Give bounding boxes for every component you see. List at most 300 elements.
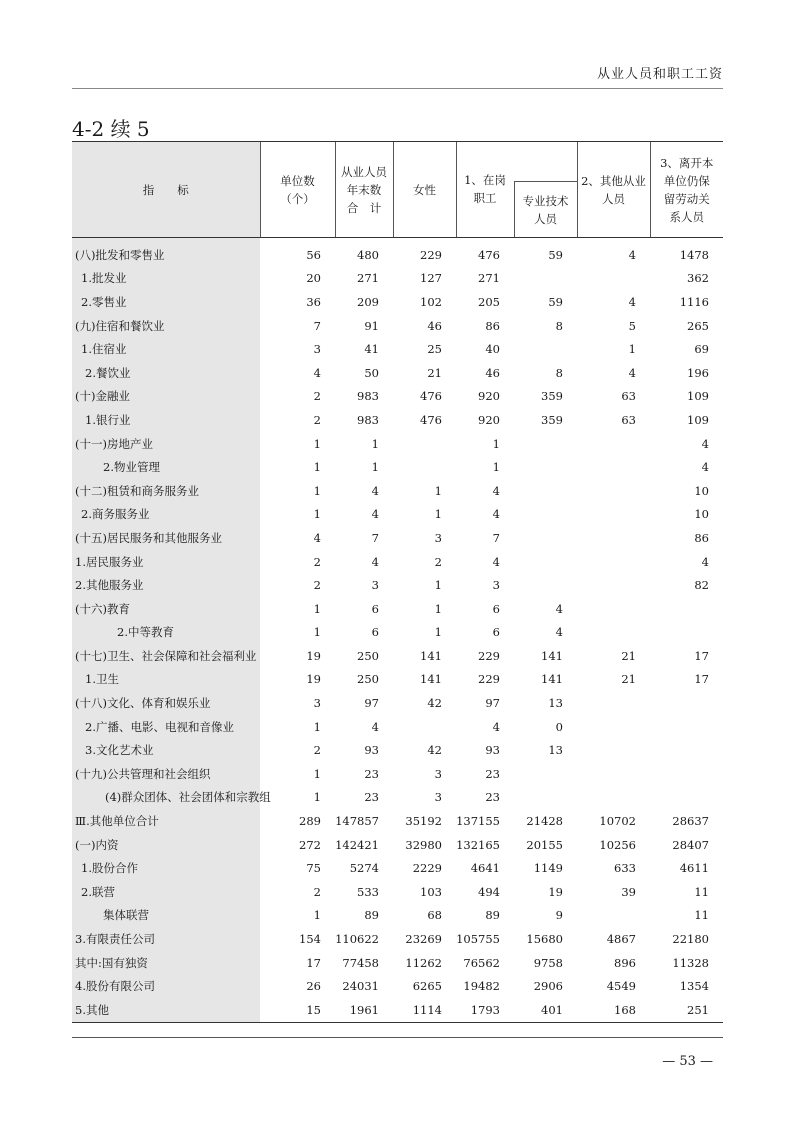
cell-other: 10256 (599, 837, 636, 852)
cell-female: 476 (420, 389, 442, 404)
cell-female: 35192 (405, 814, 442, 829)
cell-technical (514, 786, 577, 810)
cell-units: 2 (313, 743, 321, 758)
cell-technical: 359 (541, 389, 563, 404)
row-label: 2.联营 (72, 880, 260, 904)
cell-technical: 8 (555, 318, 563, 333)
cell-technical (514, 337, 577, 361)
cell-on-post: 6 (492, 625, 500, 640)
cell-units: 154 (299, 932, 321, 947)
cell-other: 21 (621, 672, 636, 687)
table-row (72, 974, 723, 998)
cell-retained: 11328 (672, 955, 709, 970)
row-label: 2.广播、电影、电视和音像业 (72, 715, 260, 739)
cell-on-post: 4641 (470, 861, 500, 876)
cell-female: 68 (427, 908, 442, 923)
cell-total: 147857 (335, 814, 379, 829)
cell-on-post: 46 (485, 365, 500, 380)
cell-on-post: 229 (478, 648, 500, 663)
row-label: (八)批发和零售业 (72, 238, 260, 267)
table-body (72, 238, 723, 1023)
cell-on-post: 920 (478, 389, 500, 404)
cell-on-post: 23 (485, 790, 500, 805)
cell-other: 39 (621, 884, 636, 899)
cell-total: 7 (371, 530, 379, 545)
cell-retained (650, 621, 723, 645)
row-label: 2.物业管理 (72, 455, 260, 479)
cell-technical: 401 (514, 998, 577, 1022)
cell-total: 24031 (342, 979, 379, 994)
cell-on-post: 76562 (463, 955, 500, 970)
cell-technical: 359 (541, 412, 563, 427)
row-label: 4.股份有限公司 (72, 974, 260, 998)
cell-retained: 11 (694, 908, 709, 923)
cell-on-post: 494 (478, 884, 500, 899)
cell-female: 1 (434, 507, 442, 522)
table-row (72, 904, 723, 928)
cell-female (393, 715, 456, 739)
cell-units: 1 (313, 719, 321, 734)
cell-units: 1 (313, 766, 321, 781)
table-row (72, 526, 723, 550)
cell-technical: 2906 (533, 979, 563, 994)
row-label: (十)金融业 (72, 385, 260, 409)
statistics-table (72, 141, 723, 1023)
cell-retained: 10 (694, 483, 709, 498)
cell-female: 141 (420, 648, 442, 663)
cell-technical (514, 267, 577, 291)
cell-other (577, 715, 650, 739)
cell-total: 1 (371, 460, 379, 475)
row-label: 2.其他服务业 (72, 573, 260, 597)
cell-total: 77458 (342, 955, 379, 970)
table-row (72, 809, 723, 833)
cell-female (393, 432, 456, 456)
cell-female: 3 (434, 790, 442, 805)
cell-units: 36 (306, 294, 321, 309)
row-label: 集体联营 (72, 904, 260, 928)
cell-technical: 13 (548, 743, 563, 758)
cell-technical (514, 455, 577, 479)
cell-other (577, 267, 650, 291)
cell-other (577, 455, 650, 479)
cell-other: 4 (628, 247, 636, 262)
cell-technical (514, 762, 577, 786)
cell-retained (650, 597, 723, 621)
row-label: (十五)居民服务和其他服务业 (72, 526, 260, 550)
cell-total: 97 (364, 696, 379, 711)
cell-other: 21 (621, 648, 636, 663)
table-row (72, 408, 723, 432)
cell-technical (514, 503, 577, 527)
table-row (72, 550, 723, 574)
cell-units: 7 (313, 318, 321, 333)
cell-on-post: 4 (492, 719, 500, 734)
cell-units: 1 (313, 790, 321, 805)
row-label: 1.卫生 (72, 668, 260, 692)
cell-other (577, 904, 650, 928)
cell-total: 271 (357, 271, 379, 286)
cell-units: 1 (313, 483, 321, 498)
cell-other (577, 479, 650, 503)
cell-technical: 19 (548, 884, 563, 899)
cell-other: 5 (628, 318, 636, 333)
table-row (72, 385, 723, 409)
cell-technical: 13 (548, 696, 563, 711)
table-row (72, 432, 723, 456)
cell-on-post: 476 (478, 247, 500, 262)
table-row (72, 455, 723, 479)
header-other: 2、其他从业 人员 (577, 142, 650, 238)
cell-total: 41 (364, 342, 379, 357)
cell-total: 5274 (349, 861, 379, 876)
cell-female: 1 (434, 578, 442, 593)
cell-total: 6 (371, 625, 379, 640)
cell-total: 6 (371, 601, 379, 616)
cell-retained: 109 (687, 412, 709, 427)
header-technical: 专业技术 人员 (514, 182, 577, 238)
cell-total: 50 (364, 365, 379, 380)
cell-other: 63 (621, 412, 636, 427)
cell-technical: 141 (541, 648, 563, 663)
cell-on-post: 105755 (456, 932, 500, 947)
cell-units: 1 (313, 436, 321, 451)
cell-retained: 69 (694, 342, 709, 357)
cell-on-post: 4 (492, 554, 500, 569)
header-on-post: 1、在岗 职工 (456, 182, 514, 238)
cell-on-post: 205 (478, 294, 500, 309)
cell-on-post: 86 (485, 318, 500, 333)
cell-female: 3 (434, 530, 442, 545)
table-row (72, 691, 723, 715)
cell-technical: 4 (555, 625, 563, 640)
cell-technical: 9 (555, 908, 563, 923)
cell-on-post: 1 (492, 460, 500, 475)
cell-other (577, 738, 650, 762)
table-row (72, 786, 723, 810)
cell-female: 1 (434, 483, 442, 498)
cell-retained: 17 (694, 672, 709, 687)
cell-female: 25 (427, 342, 442, 357)
cell-technical: 59 (548, 294, 563, 309)
cell-female: 32980 (405, 837, 442, 852)
cell-units: 3 (313, 696, 321, 711)
cell-retained: 28407 (672, 837, 709, 852)
cell-total: 91 (364, 318, 379, 333)
table-row (72, 998, 723, 1022)
cell-other: 4 (628, 365, 636, 380)
header-rule (72, 88, 723, 89)
cell-total: 89 (364, 908, 379, 923)
cell-technical (514, 479, 577, 503)
row-label: 2.零售业 (72, 290, 260, 314)
cell-units: 1 (313, 908, 321, 923)
cell-other: 633 (614, 861, 636, 876)
cell-technical: 141 (541, 672, 563, 687)
cell-female: 141 (420, 672, 442, 687)
cell-female: 42 (427, 743, 442, 758)
row-label: 5.其他 (72, 998, 260, 1022)
cell-total: 250 (357, 648, 379, 663)
cell-total: 142421 (335, 837, 379, 852)
cell-units: 2 (313, 554, 321, 569)
cell-units: 19 (306, 672, 321, 687)
cell-other (577, 597, 650, 621)
row-label: (十一)房地产业 (72, 432, 260, 456)
cell-on-post: 3 (492, 578, 500, 593)
row-label: (十七)卫生、社会保障和社会福利业 (72, 644, 260, 668)
cell-retained: 362 (687, 271, 709, 286)
cell-on-post: 132165 (456, 837, 500, 852)
table-row (72, 573, 723, 597)
cell-on-post: 19482 (463, 979, 500, 994)
table-row (72, 238, 723, 267)
cell-on-post: 23 (485, 766, 500, 781)
cell-units: 2 (313, 412, 321, 427)
footer-rule (72, 1037, 723, 1038)
cell-female: 229 (420, 247, 442, 262)
table-row (72, 762, 723, 786)
row-label: 其中:国有独资 (72, 951, 260, 975)
cell-units: 3 (313, 342, 321, 357)
cell-female: 2229 (412, 861, 442, 876)
cell-retained: 4611 (679, 861, 709, 876)
header-total: 从业人员 年末数 合 计 (335, 142, 393, 238)
table-row (72, 479, 723, 503)
table-row (72, 856, 723, 880)
cell-female: 1 (434, 625, 442, 640)
cell-retained: 17 (694, 648, 709, 663)
cell-total: 983 (357, 412, 379, 427)
cell-other (577, 503, 650, 527)
running-head: 从业人员和职工工资 (596, 67, 723, 82)
table-row (72, 668, 723, 692)
cell-other: 1 (628, 342, 636, 357)
cell-female: 23269 (405, 932, 442, 947)
cell-retained: 4 (701, 554, 709, 569)
cell-units: 1 (313, 460, 321, 475)
cell-units: 1 (313, 601, 321, 616)
cell-technical: 9758 (533, 955, 563, 970)
cell-other: 10702 (599, 814, 636, 829)
row-label: (九)住宿和餐饮业 (72, 314, 260, 338)
table-row (72, 267, 723, 291)
cell-total: 110622 (335, 932, 379, 947)
cell-other: 4549 (606, 979, 636, 994)
table-row (72, 337, 723, 361)
cell-on-post: 229 (478, 672, 500, 687)
table-row (72, 644, 723, 668)
cell-retained: 82 (694, 578, 709, 593)
row-label: 1.股份合作 (72, 856, 260, 880)
cell-other: 4 (628, 294, 636, 309)
cell-units: 19 (306, 648, 321, 663)
header-indicator: 指 标 (72, 142, 260, 238)
cell-other (577, 786, 650, 810)
header-units: 单位数 （个） (260, 142, 335, 238)
cell-units: 2 (313, 578, 321, 593)
cell-on-post: 4 (492, 507, 500, 522)
row-label: (十六)教育 (72, 597, 260, 621)
cell-technical: 4 (555, 601, 563, 616)
table-title: 4-2 续 5 (72, 117, 150, 141)
cell-other (577, 621, 650, 645)
cell-retained (650, 691, 723, 715)
page-number: — 53 — (662, 1054, 713, 1069)
table-row (72, 927, 723, 951)
cell-total: 250 (357, 672, 379, 687)
cell-units: 2 (313, 389, 321, 404)
cell-retained: 1354 (679, 979, 709, 994)
cell-on-post: 97 (485, 696, 500, 711)
cell-units: 1 (313, 507, 321, 522)
row-label: 1.银行业 (72, 408, 260, 432)
cell-units: 4 (313, 365, 321, 380)
statistics-table-wrapper (72, 141, 723, 1023)
cell-units: 4 (313, 530, 321, 545)
cell-total: 480 (357, 247, 379, 262)
cell-units: 2 (313, 884, 321, 899)
cell-retained: 4 (701, 460, 709, 475)
cell-technical: 20155 (526, 837, 563, 852)
cell-on-post: 40 (485, 342, 500, 357)
header-retained: 3、离开本 单位仍保 留劳动关 系人员 (650, 142, 723, 238)
cell-other (577, 691, 650, 715)
cell-female (393, 455, 456, 479)
row-label: (十八)文化、体育和娱乐业 (72, 691, 260, 715)
table-row (72, 621, 723, 645)
cell-technical: 0 (555, 719, 563, 734)
cell-female: 2 (434, 554, 442, 569)
cell-technical (514, 550, 577, 574)
table-row (72, 290, 723, 314)
cell-female: 476 (420, 412, 442, 427)
cell-total: 4 (371, 719, 379, 734)
cell-female: 6265 (412, 979, 442, 994)
cell-retained: 1116 (679, 294, 709, 309)
cell-on-post: 7 (492, 530, 500, 545)
cell-retained: 4 (701, 436, 709, 451)
cell-retained: 1478 (679, 247, 709, 262)
cell-female: 127 (420, 271, 442, 286)
cell-other: 896 (614, 955, 636, 970)
cell-units: 1 (313, 625, 321, 640)
cell-technical (514, 573, 577, 597)
row-label: 2.中等教育 (72, 621, 260, 645)
cell-other: 168 (577, 998, 650, 1022)
cell-female: 42 (427, 696, 442, 711)
cell-technical: 15680 (526, 932, 563, 947)
cell-on-post: 271 (478, 271, 500, 286)
cell-on-post: 920 (478, 412, 500, 427)
cell-retained: 265 (687, 318, 709, 333)
cell-retained (650, 786, 723, 810)
cell-total: 23 (364, 766, 379, 781)
cell-other: 4867 (606, 932, 636, 947)
cell-female: 21 (427, 365, 442, 380)
cell-technical: 8 (555, 365, 563, 380)
cell-on-post: 6 (492, 601, 500, 616)
cell-retained (650, 762, 723, 786)
cell-retained (650, 715, 723, 739)
cell-technical (514, 526, 577, 550)
table-row (72, 951, 723, 975)
cell-retained: 28637 (672, 814, 709, 829)
cell-on-post: 137155 (456, 814, 500, 829)
cell-technical: 59 (548, 247, 563, 262)
cell-female: 102 (420, 294, 442, 309)
row-label: (4)群众团体、社会团体和宗教组 (72, 786, 260, 810)
cell-total: 1961 (335, 998, 393, 1022)
row-label: 3.文化艺术业 (72, 738, 260, 762)
row-label: 2.商务服务业 (72, 503, 260, 527)
table-row (72, 314, 723, 338)
row-label: (十二)租赁和商务服务业 (72, 479, 260, 503)
table-row (72, 880, 723, 904)
cell-total: 533 (357, 884, 379, 899)
cell-other (577, 550, 650, 574)
cell-other (577, 526, 650, 550)
cell-retained: 11 (694, 884, 709, 899)
cell-units: 289 (299, 814, 321, 829)
table-row (72, 361, 723, 385)
cell-on-post: 89 (485, 908, 500, 923)
cell-on-post: 1793 (456, 998, 514, 1022)
table-row (72, 503, 723, 527)
cell-total: 23 (364, 790, 379, 805)
cell-female: 3 (434, 766, 442, 781)
cell-units: 26 (306, 979, 321, 994)
cell-other (577, 573, 650, 597)
row-label: 2.餐饮业 (72, 361, 260, 385)
cell-units: 20 (306, 271, 321, 286)
cell-units: 17 (306, 955, 321, 970)
cell-on-post: 1 (492, 436, 500, 451)
table-header (72, 142, 723, 238)
header-female: 女性 (393, 142, 456, 238)
cell-retained: 109 (687, 389, 709, 404)
cell-other (577, 432, 650, 456)
cell-other: 63 (621, 389, 636, 404)
cell-technical (514, 432, 577, 456)
row-label: 1.住宿业 (72, 337, 260, 361)
cell-total: 93 (364, 743, 379, 758)
cell-retained (650, 738, 723, 762)
cell-on-post: 93 (485, 743, 500, 758)
cell-total: 209 (357, 294, 379, 309)
cell-units: 56 (306, 247, 321, 262)
row-label: (一)内资 (72, 833, 260, 857)
row-label: 3.有限责任公司 (72, 927, 260, 951)
table-row (72, 833, 723, 857)
cell-units: 15 (260, 998, 335, 1022)
cell-female: 46 (427, 318, 442, 333)
row-label: 1.居民服务业 (72, 550, 260, 574)
cell-retained: 196 (687, 365, 709, 380)
cell-on-post: 4 (492, 483, 500, 498)
cell-retained: 86 (694, 530, 709, 545)
table-row (72, 597, 723, 621)
row-label: Ⅲ.其他单位合计 (72, 809, 260, 833)
cell-total: 4 (371, 554, 379, 569)
cell-female: 1 (434, 601, 442, 616)
table-row (72, 715, 723, 739)
cell-retained: 10 (694, 507, 709, 522)
cell-other (577, 762, 650, 786)
cell-technical: 1149 (533, 861, 563, 876)
cell-total: 983 (357, 389, 379, 404)
cell-female: 11262 (405, 955, 442, 970)
